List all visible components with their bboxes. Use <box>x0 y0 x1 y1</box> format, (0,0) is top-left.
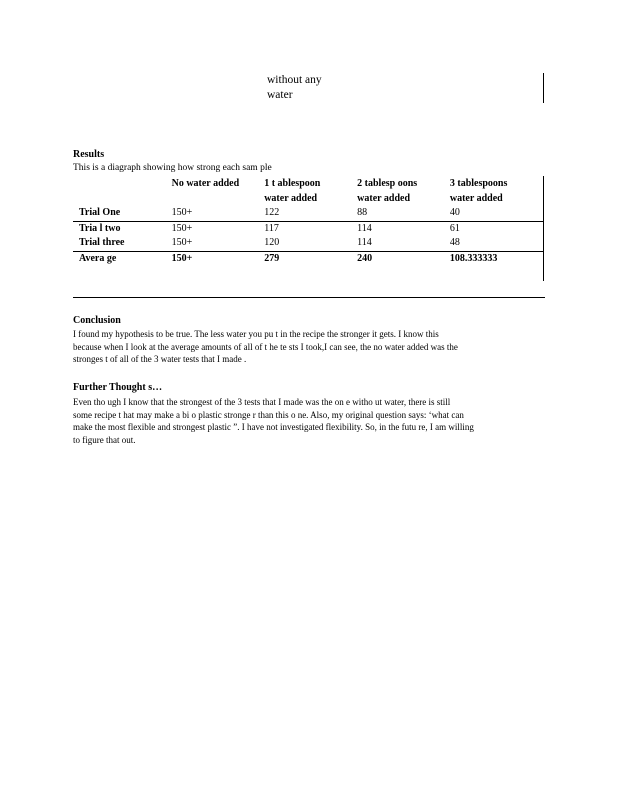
further-line: Even tho ugh I know that the strongest of the 3 tests that I made was the on e witho ut water, there is still <box>73 397 451 407</box>
header-no-water: No water added <box>171 178 240 189</box>
table-cell: 48 <box>450 236 543 251</box>
further-line: some recipe t hat may make a bi o plastic stronge r than this o ne. Also, my original question says: ‘what can <box>73 409 464 420</box>
margin-bar <box>543 73 544 103</box>
header-2-tbsp: 2 tablesp oons water added <box>357 178 418 204</box>
table-cell: 150+ <box>171 252 193 264</box>
table-cell: 117 <box>264 222 279 234</box>
table-cell: 88 <box>357 206 450 221</box>
table-cell: 279 <box>264 252 280 264</box>
header-1-tbsp: 1 t ablespoon water added <box>264 178 321 204</box>
table-cell: 240 <box>357 252 373 264</box>
table-cell: 114 <box>357 222 372 234</box>
conclusion-line: stronges t of all of the 3 water tests that I made . <box>73 354 247 364</box>
table-row-average <box>73 251 543 266</box>
header-cell-blank <box>73 176 172 206</box>
row-label: Trial three <box>73 236 172 251</box>
top-snippet-line: without any <box>267 74 322 86</box>
table-cell: 40 <box>450 206 543 221</box>
conclusion-heading: Conclusion <box>73 315 121 326</box>
further-thoughts-heading: Further Thought s… <box>73 382 163 393</box>
table-cell: 114 <box>357 236 450 251</box>
results-heading: Results <box>73 149 105 160</box>
conclusion-paragraph <box>73 328 543 366</box>
further-thoughts-paragraph <box>73 396 543 446</box>
results-intro: This is a diagraph showing how strong each sam ple <box>73 163 272 173</box>
table-cell: 150+ <box>172 206 265 221</box>
row-label: Avera ge <box>79 252 117 264</box>
table-row <box>73 236 543 251</box>
conclusion-line: I found my hypothesis to be true. The less water you pu t in the recipe the stronger it gets. I know this <box>73 329 439 339</box>
table-cell: 120 <box>264 236 357 251</box>
table-cell: 150+ <box>171 222 193 234</box>
section-divider <box>73 297 545 298</box>
conclusion-line: because when I look at the average amounts of all of t he te sts I took,I can see, the no water added was the <box>73 341 458 352</box>
table-cell: 122 <box>264 206 357 221</box>
header-3-tbsp: 3 tablespoons water added <box>449 178 508 204</box>
table-cell: 61 <box>449 222 460 234</box>
table-row <box>73 221 543 236</box>
further-line: to figure that out. <box>73 434 136 445</box>
top-snippet <box>267 73 322 103</box>
table-margin-bar <box>543 176 544 281</box>
row-label: Tria l two <box>79 222 121 234</box>
table-row <box>73 206 543 221</box>
table-cell: 150+ <box>172 236 265 251</box>
row-label: Trial One <box>73 206 172 221</box>
table-cell: 108.333333 <box>449 252 498 264</box>
top-snippet-line: water <box>267 89 293 101</box>
results-table-wrap <box>73 176 543 281</box>
further-line: make the most flexible and strongest plastic ”. I have not investigated flexibility. So, in the futu re, I am willing <box>73 422 474 432</box>
results-table <box>73 176 543 266</box>
